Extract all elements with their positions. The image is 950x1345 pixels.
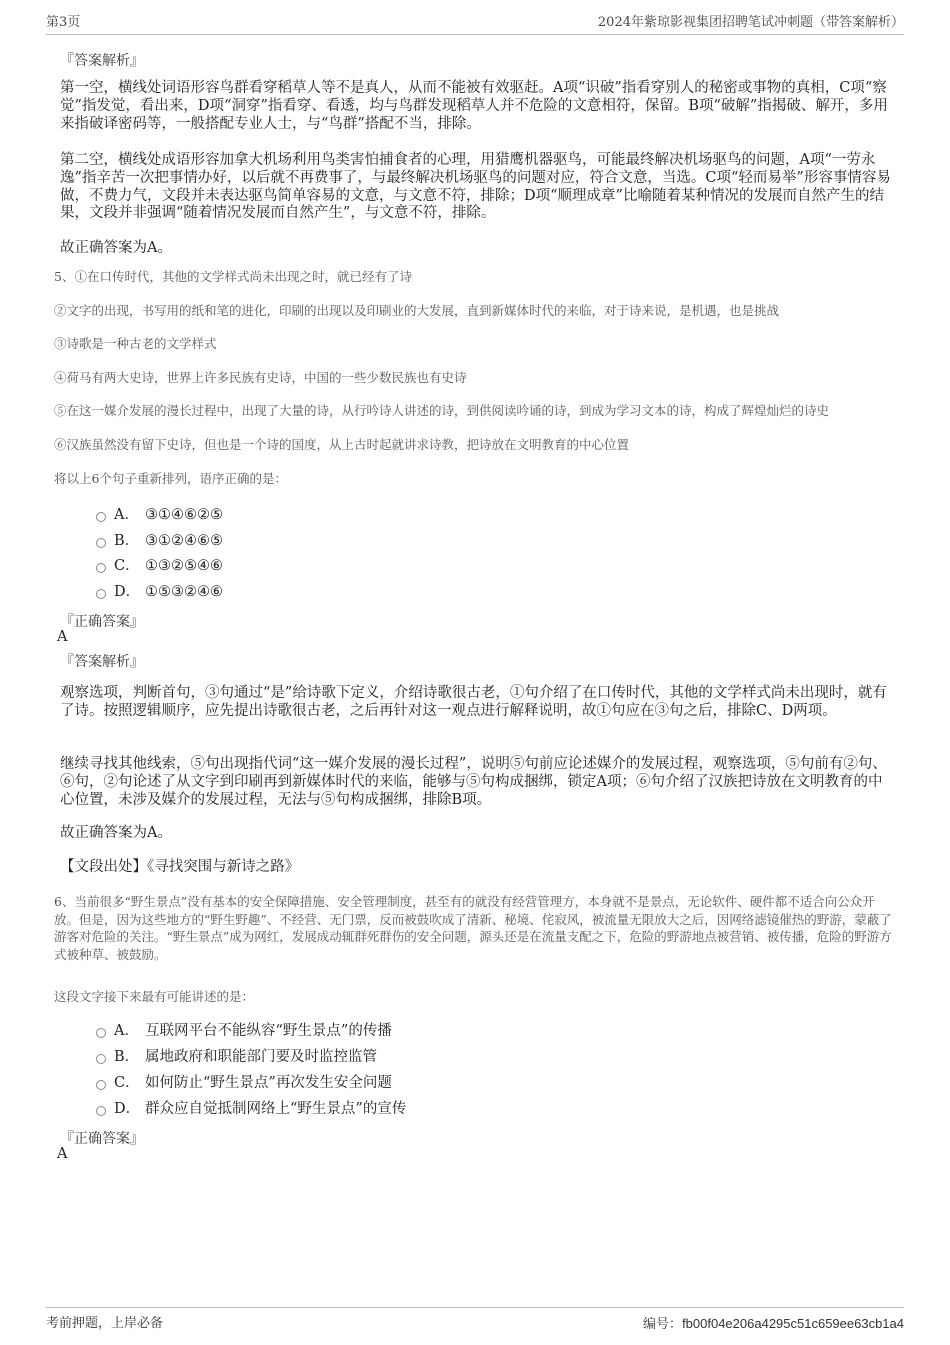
document-code	[643, 1312, 904, 1337]
page-header	[46, 14, 904, 35]
option-letter: D．	[114, 1101, 141, 1117]
code-label: 编号：	[643, 1317, 683, 1332]
option-letter: C．	[114, 1075, 140, 1091]
q6-answer-tag: 『正确答案』	[60, 1131, 144, 1147]
option-letter: B．	[114, 533, 140, 549]
q5-prompt: 将以上6个句子重新排列，语序正确的是：	[54, 471, 287, 486]
radio-button-icon[interactable]	[96, 589, 106, 599]
q4-analysis-tag: 『答案解析』	[60, 53, 144, 69]
option-letter: D．	[114, 584, 141, 600]
option-text: 如何防止“野生景点”再次发生安全问题	[145, 1075, 392, 1091]
option-text: 群众应自觉抵制网络上“野生景点”的宣传	[145, 1101, 407, 1117]
radio-button-icon[interactable]	[96, 512, 106, 522]
radio-button-icon[interactable]	[96, 1080, 106, 1090]
q5-sentence-2: ②文字的出现，书写用的纸和笔的进化，印刷的出现以及印刷业的大发展，直到新媒体时代的来临，对于诗来说，是机遇，也是挑战	[54, 303, 780, 318]
q5-sentence-5: ⑤在这一媒介发展的漫长过程中，出现了大量的诗，从行吟诗人讲述的诗，到供阅读吟诵的诗，到成为学习文本的诗，构成了辉煌灿烂的诗史	[54, 403, 830, 418]
option-text: ③①②④⑥⑤	[145, 533, 223, 549]
q5-source: 【文段出处】《寻找突围与新诗之路》	[60, 859, 300, 875]
option-text: 属地政府和职能部门要及时监控监管	[145, 1049, 377, 1065]
q5-sentence-1: 5、①在口传时代，其他的文学样式尚未出现之时，就已经有了诗	[54, 269, 412, 284]
q5-sentence-6: ⑥汉族虽然没有留下史诗，但也是一个诗的国度，从上古时起就讲求诗教，把诗放在文明教育的中心位置	[54, 437, 630, 452]
option-letter: B．	[114, 1049, 140, 1065]
q6-answer: A	[57, 1146, 68, 1162]
q5-analysis-para-2: 继续寻找其他线索，⑤句出现指代词“这一媒介发展的漫长过程”，说明⑤句前应论述媒介的发展过程，观察选项，⑤句前有②句、⑥句，②句论述了从文字到印刷再到新媒体时代的来临，能够与⑤句构成捆绑，锁定A项；⑥句介绍了汉族把诗放在文明教育的中心位置，未涉及媒介的发展过程，无法与⑤句构成捆绑，排除B项。	[60, 756, 887, 808]
document-title: 2024年紫琼影视集团招聘笔试冲刺题（带答案解析）	[597, 15, 904, 30]
q6-prompt: 这段文字接下来最有可能讲述的是：	[54, 989, 255, 1004]
radio-button-icon[interactable]	[96, 563, 106, 573]
q5-sentence-4: ④荷马有两大史诗，世界上许多民族有史诗，中国的一些少数民族也有史诗	[54, 370, 467, 385]
footer-slogan: 考前押题，上岸必备	[46, 1316, 164, 1331]
q5-answer: A	[57, 629, 68, 645]
option-text: ③①④⑥②⑤	[145, 507, 223, 523]
option-text: 互联网平台不能纵容“野生景点”的传播	[145, 1023, 392, 1039]
q5-analysis-para-1: 观察选项，判断首句，③句通过“是”给诗歌下定义，介绍诗歌很古老，①句介绍了在口传时代，其他的文学样式尚未出现时，就有了诗。按照逻辑顺序，应先提出诗歌很古老，之后再针对这一观点进行解释说明，故①句应在③句之后，排除C、D两项。	[60, 685, 887, 719]
code-value: fb00f04e206a4295c51c659ee63cb1a4	[682, 1316, 904, 1331]
page-footer	[46, 1307, 904, 1332]
q5-analysis-tag: 『答案解析』	[60, 654, 144, 670]
option-letter: A．	[114, 507, 139, 523]
radio-button-icon[interactable]	[96, 1028, 106, 1038]
q5-conclusion: 故正确答案为A。	[60, 825, 172, 841]
option-letter: A．	[114, 1023, 139, 1039]
q4-analysis-para-1: 第一空，横线处词语形容鸟群看穿稻草人等不是真人，从而不能被有效驱赶。A项“识破”指看穿别人的秘密或事物的真相，C项“察觉”指发觉，看出来，D项“洞穿”指看穿、看透，均与鸟群发现稻草人并不危险的文意相符，保留。B项“破解”指揭破、解开，多用来指破译密码等，一般搭配专业人士，与“鸟群”搭配不当，排除。	[60, 80, 888, 132]
page-number: 第3页	[46, 15, 81, 30]
radio-button-icon[interactable]	[96, 538, 106, 548]
q4-conclusion: 故正确答案为A。	[60, 240, 172, 256]
option-text: ①③②⑤④⑥	[145, 558, 223, 574]
q5-answer-tag: 『正确答案』	[60, 614, 144, 630]
q4-analysis-para-2: 第二空，横线处成语形容加拿大机场利用鸟类害怕捕食者的心理，用猎鹰机器驱鸟，可能最终解决机场驱鸟的问题，A项“一劳永逸”指辛苦一次把事情办好，以后就不再费事了，与最终解决机场驱鸟的问题对应，符合文意，当选。C项“轻而易举”形容事情容易做，不费力气，文段并未表达驱鸟简单容易的文意，与文意不符，排除；D项“顺理成章”比喻随着某种情况的发展而自然产生的结果，文段并非强调“随着情况发展而自然产生”，与文意不符，排除。	[60, 152, 891, 222]
q6-stem: 6、当前很多“野生景点”没有基本的安全保障措施、安全管理制度，甚至有的就没有经营管理方，本身就不是景点，无论软件、硬件都不适合向公众开放。但是，因为这些地方的“野生野趣”、不经营、无门票，反而被鼓吹成了清新、秘境、侘寂风，被流量无限放大之后，因网络滤镜催热的野游，蒙蔽了游客对危险的关注。“野生景点”成为网红，发展成动辄群死群伤的安全问题，源头还是在流量支配之下，危险的野游地点被营销、被传播，危险的野游方式被种草、被鼓励。	[54, 894, 892, 962]
radio-button-icon[interactable]	[96, 1106, 106, 1116]
option-letter: C．	[114, 558, 140, 574]
q5-sentence-3: ③诗歌是一种古老的文学样式	[54, 336, 217, 351]
option-text: ①⑤③②④⑥	[145, 584, 223, 600]
radio-button-icon[interactable]	[96, 1054, 106, 1064]
